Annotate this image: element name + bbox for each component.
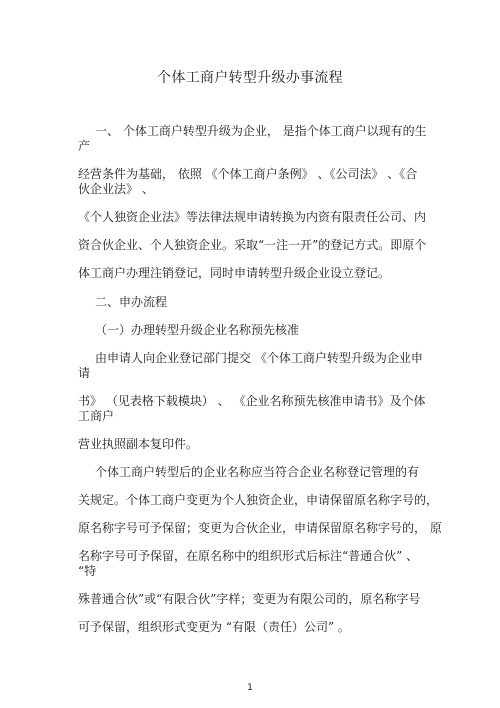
body-line: 《个人独资企业法》等法律法规申请转换为内资有限责任公司、内	[78, 210, 427, 224]
body-line: 关规定。个体工商户变更为个人独资企业，申请保留原名称字号的，	[78, 493, 439, 507]
body-line: 殊普通合伙”或“有限合伙”字样；变更为有限公司的，原名称字号	[78, 592, 421, 606]
body-line: 原名称字号可予保留；变更为合伙企业，申请保留原名称字号的， 原	[78, 521, 442, 535]
subsection-heading: （一）办理转型升级企业名称预先核准	[95, 323, 300, 337]
body-line: 个体工商户转型后的企业名称应当符合企业名称登记管理的有	[95, 465, 420, 479]
body-line: “特	[78, 564, 97, 578]
body-line: 工商户	[78, 409, 115, 423]
body-line: 由申请人向企业登记部门提交 《个体工商户转型升级为企业申	[95, 351, 423, 365]
body-line: 经营条件为基础， 依照 《个体工商户条例》 、《公司法》 、《合	[78, 167, 418, 181]
body-line: 可予保留，组织形式变更为 “有限（责任）公司” 。	[78, 620, 350, 634]
body-line: 营业执照副本复印件。	[78, 437, 199, 451]
body-line: 书》 （见表格下载模块） 、 《企业名称预先核准申请书》及个体	[78, 394, 426, 408]
body-line: 体工商户办理注销登记，同时申请转型升级企业设立登记。	[78, 266, 391, 280]
body-line: 一、 个体工商户转型升级为企业， 是指个体工商户以现有的生	[95, 124, 427, 138]
body-line: 产	[78, 139, 91, 153]
body-line: 名称字号可予保留，在原名称中的组织形式后标注“普通合伙” 、	[78, 549, 419, 563]
body-line: 伙企业法》 、	[78, 182, 154, 196]
body-line: 请	[78, 366, 91, 380]
body-line: 资合伙企业、个人独资企业。采取“一注一开”的登记方式。即原个	[78, 238, 427, 252]
document-title: 个体工商户转型升级办事流程	[157, 70, 343, 86]
section-heading: 二、申办流程	[95, 295, 168, 309]
page-number: 1	[247, 683, 253, 693]
